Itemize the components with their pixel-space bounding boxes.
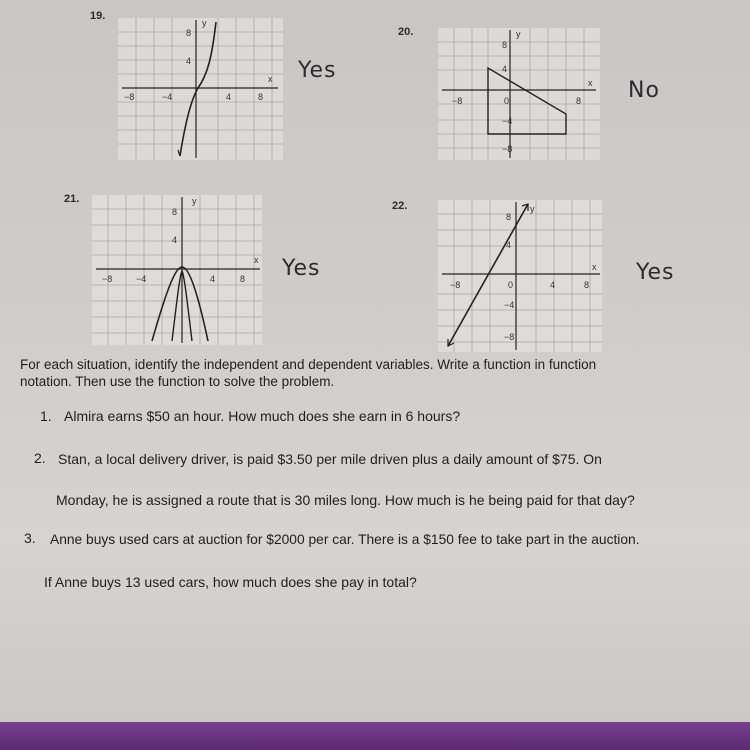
graph-21-tick-xneg4: −4 bbox=[136, 274, 147, 284]
answer-22: Yes bbox=[636, 260, 675, 285]
graph-20-tick-xneg8: −8 bbox=[452, 96, 463, 106]
graph-19-tick-y4: 4 bbox=[186, 56, 192, 66]
graph-20-tick-yneg8: −8 bbox=[502, 144, 513, 154]
graph-22-tick-y4: 4 bbox=[506, 240, 512, 250]
graph-19 bbox=[118, 18, 283, 160]
instructions-line-2: notation. Then use the function to solve the problem. bbox=[20, 374, 335, 389]
graph-20-tick-x8: 8 bbox=[576, 96, 582, 106]
graph-19-tick-y8: 8 bbox=[186, 28, 192, 38]
problem-number-19: 19. bbox=[90, 10, 106, 22]
instructions-line-1: For each situation, identify the independent and dependent variables. Write a function in function bbox=[20, 357, 597, 372]
graph-20 bbox=[438, 28, 600, 160]
answer-20: No bbox=[628, 78, 660, 103]
graph-20-tick-y4: 4 bbox=[502, 64, 508, 74]
problem-number-21: 21. bbox=[64, 193, 80, 205]
graph-22-tick-x4: 4 bbox=[550, 280, 556, 290]
graph-22-tick-yneg8: −8 bbox=[504, 332, 515, 342]
graph-19-axis-y-label: y bbox=[202, 18, 207, 28]
graph-20-tick-y8: 8 bbox=[502, 40, 508, 50]
graph-20-axis-x-label: x bbox=[588, 78, 593, 88]
problem-2-number: 2. bbox=[34, 450, 46, 466]
graph-22-background bbox=[438, 200, 602, 352]
graph-19-tick-xneg4: −4 bbox=[162, 92, 173, 102]
graph-21-tick-y4: 4 bbox=[172, 235, 178, 245]
answer-19: Yes bbox=[298, 58, 337, 83]
graph-20-axis-y-label: y bbox=[516, 29, 521, 39]
graph-22-tick-origin: 0 bbox=[508, 280, 514, 290]
graph-22-tick-xneg8: −8 bbox=[450, 280, 461, 290]
graph-19-tick-x8: 8 bbox=[258, 92, 264, 102]
graph-19-axis-x-label: x bbox=[268, 74, 273, 84]
problem-3-text-line-1: Anne buys used cars at auction for $2000 per car. There is a $150 fee to take part in the auction. bbox=[50, 532, 640, 547]
graph-21-tick-xneg8: −8 bbox=[102, 274, 113, 284]
graph-21-tick-x4: 4 bbox=[210, 274, 216, 284]
graph-19-tick-x4: 4 bbox=[226, 92, 232, 102]
graph-22-tick-yneg4: −4 bbox=[504, 300, 515, 310]
answer-21: Yes bbox=[282, 256, 321, 281]
graph-21-axis-y-label: y bbox=[192, 196, 197, 206]
graph-20-tick-origin: 0 bbox=[504, 96, 510, 106]
graph-22-tick-y8: 8 bbox=[506, 212, 512, 222]
problem-number-20: 20. bbox=[398, 26, 414, 38]
problem-3-text-line-2: If Anne buys 13 used cars, how much does she pay in total? bbox=[44, 574, 417, 590]
graph-21-tick-x8: 8 bbox=[240, 274, 246, 284]
problem-number-22: 22. bbox=[392, 200, 408, 212]
graph-19-background bbox=[118, 18, 283, 160]
graph-21-tick-y8: 8 bbox=[172, 207, 178, 217]
problem-1-number: 1. bbox=[40, 408, 52, 424]
graph-22-tick-x8: 8 bbox=[584, 280, 590, 290]
graph-22-axis-y-label: y bbox=[530, 204, 535, 214]
graph-19-tick-xneg8: −8 bbox=[124, 92, 135, 102]
purple-surface-edge bbox=[0, 722, 750, 750]
problem-2-text-line-1: Stan, a local delivery driver, is paid $3.50 per mile driven plus a daily amount of $75. On bbox=[58, 451, 602, 467]
graph-22 bbox=[438, 200, 602, 352]
graph-20-background bbox=[438, 28, 600, 160]
graph-20-tick-yneg4: −4 bbox=[502, 116, 513, 126]
graph-21 bbox=[92, 195, 262, 345]
graph-22-axis-x-label: x bbox=[592, 262, 597, 272]
graph-21-axis-x-label: x bbox=[254, 255, 259, 265]
problem-1-text: Almira earns $50 an hour. How much does she earn in 6 hours? bbox=[64, 408, 461, 424]
problem-2-text-line-2: Monday, he is assigned a route that is 30 miles long. How much is he being paid for that day? bbox=[56, 492, 635, 508]
problem-3-number: 3. bbox=[24, 530, 36, 546]
